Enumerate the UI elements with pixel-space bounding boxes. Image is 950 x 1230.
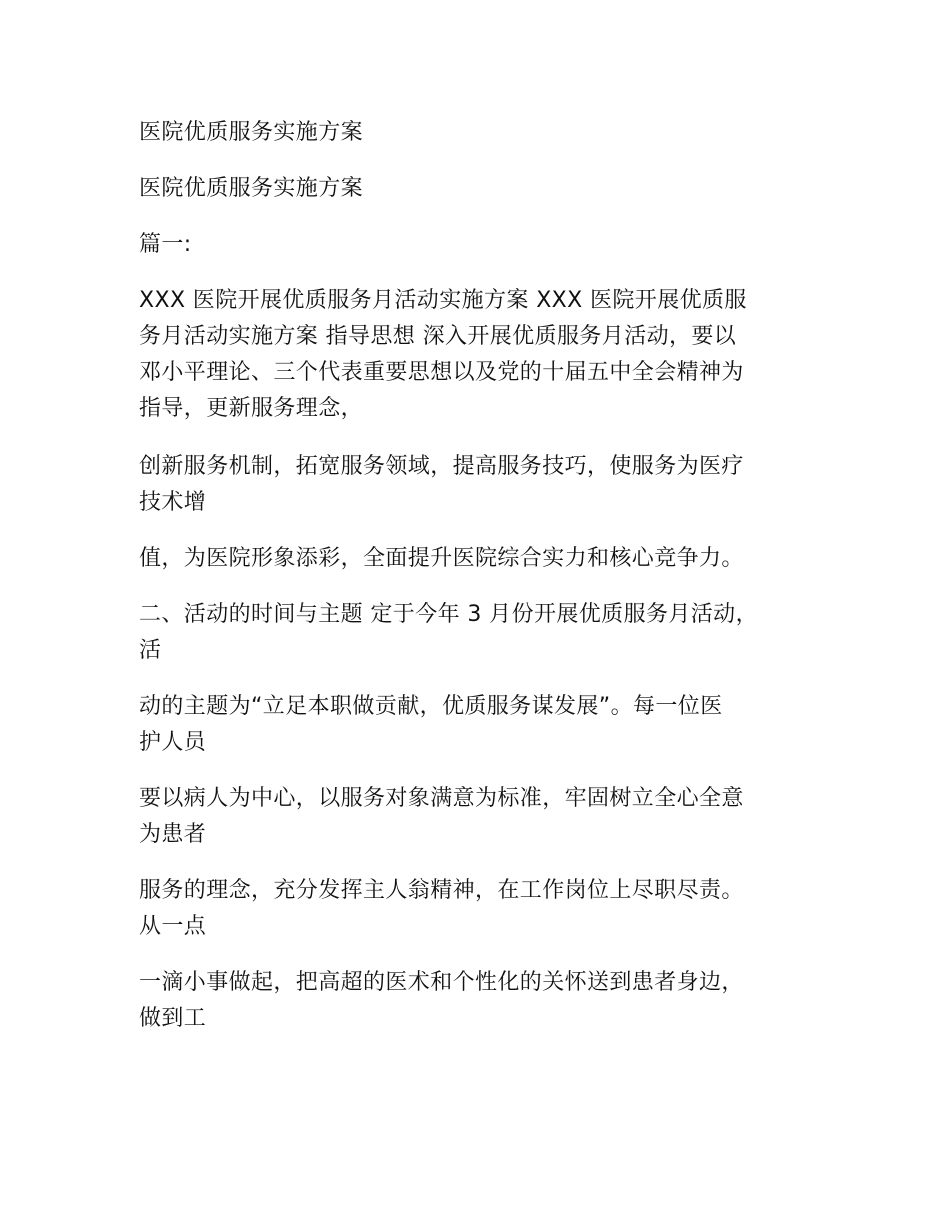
paragraph-line: 要以病人为中心，以服务对象满意为标准，牢固树立全心全意 bbox=[139, 786, 744, 811]
paragraph-line: 值，为医院形象添彩，全面提升医院综合实力和核心竞争力。 bbox=[139, 546, 744, 571]
document-subtitle: 医院优质服务实施方案 bbox=[139, 176, 364, 201]
paragraph-line: 邓小平理论、三个代表重要思想以及党的十届五中全会精神为 bbox=[139, 360, 744, 385]
paragraph-line: 护人员 bbox=[139, 730, 207, 755]
paragraph-line: 一滴小事做起，把高超的医术和个性化的关怀送到患者身边， bbox=[139, 970, 744, 995]
paragraph-line: 二、活动的时间与主题 定于今年 3 月份开展优质服务月活动， bbox=[139, 602, 758, 627]
paragraph-line: 服务的理念，充分发挥主人翁精神，在工作岗位上尽职尽责。 bbox=[139, 878, 744, 903]
section-label: 篇一: bbox=[139, 232, 192, 257]
paragraph-line: 创新服务机制，拓宽服务领域，提高服务技巧，使服务为医疗 bbox=[139, 454, 744, 479]
paragraph-line: 从一点 bbox=[139, 914, 207, 939]
paragraph-line: 动的主题为“立足本职做贡献，优质服务谋发展”。每一位医 bbox=[139, 694, 723, 719]
paragraph-line: 做到工 bbox=[139, 1006, 207, 1031]
paragraph-line: 技术增 bbox=[139, 490, 207, 515]
document-title: 医院优质服务实施方案 bbox=[139, 120, 364, 145]
paragraph-line: XXX 医院开展优质服务月活动实施方案 XXX 医院开展优质服 bbox=[139, 288, 747, 313]
paragraph-line: 务月活动实施方案 指导思想 深入开展优质服务月活动，要以 bbox=[139, 324, 737, 349]
paragraph-line: 指导，更新服务理念， bbox=[139, 396, 364, 421]
paragraph-line: 为患者 bbox=[139, 822, 207, 847]
paragraph-line: 活 bbox=[139, 638, 162, 663]
